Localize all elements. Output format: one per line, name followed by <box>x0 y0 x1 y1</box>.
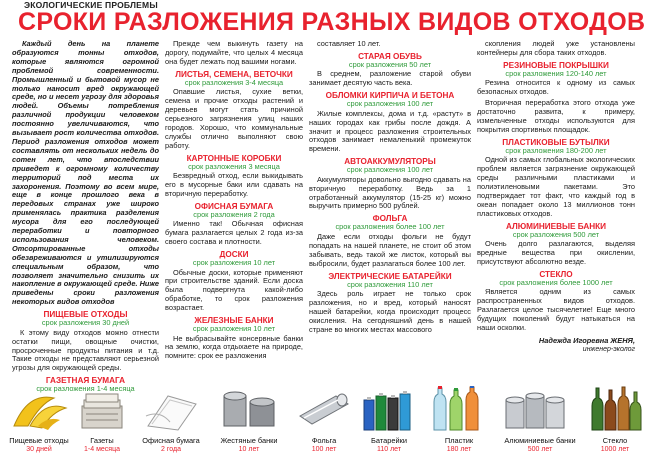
section-text-leaves: Опавшие листья, сухие ветки, семена и прочие отходы растений и деревьев могут стать причиной серьезного загрязнения улиц наших городов. Хорошо, что коммунальные службы отлично выполняют свою работу. <box>165 87 303 150</box>
section-text-car-batteries: Аккумуляторы довольно выгодно сдавать на вторичную переработку. Ведь за 1 отработанный аккумулятор (15-25 кг) можно выручить примерно 500 рублей. <box>309 174 471 211</box>
aluminum-cans-icon <box>502 386 578 432</box>
section-text-food: К этому виду отходов можно отнести остатки пищи, овощные очистки, просроченные продукты питания и т.д. Такие отходы не представляют серьезной угрозы для окружающей среды. <box>12 327 159 373</box>
section-heading-tires: РЕЗИНОВЫЕ ПОКРЫШКИ <box>503 60 609 70</box>
section-term-food: срок разложения 30 дней <box>41 318 130 328</box>
section-heading-car-batteries: АВТОАККУМУЛЯТОРЫ <box>344 157 436 167</box>
strip-label: Стекло <box>602 436 628 445</box>
glass-bottles-icon <box>588 386 642 432</box>
section-term-aluminum: срок разложения 500 лет <box>512 229 600 239</box>
section-text-newspaper: Прежде чем выкинуть газету на дорогу, подумайте, что целых 4 месяца она будет лежать под вашими ногами. <box>165 40 303 66</box>
section-text-aluminum: Очень долго разлагаются, выделяя вредные вещества при окислении, присутствуют абсолютно везде. <box>477 239 635 266</box>
section-term-shoes: срок разложения 50 лет <box>348 59 432 69</box>
strip-item-plastic <box>428 384 490 460</box>
page-title: СРОКИ РАЗЛОЖЕНИЯ РАЗНЫХ ВИДОВ ОТХОДОВ <box>18 8 646 36</box>
section-heading-brick: ОБЛОМКИ КИРПИЧА И БЕТОНА <box>325 91 455 101</box>
strip-years: 1-4 месяца <box>84 446 120 453</box>
section-text-tin-cans: Не выбрасывайте консервные банки на землю, когда отдыхаете на природе, помните: срок ее разложения <box>165 333 303 361</box>
tin-can-icon <box>216 386 282 432</box>
section-term-cardboard: срок разложения 3 месяца <box>188 161 280 171</box>
section-term-foil: срок разложения более 100 лет <box>335 222 445 232</box>
strip-label: Пищевые отходы <box>9 436 69 445</box>
column-2 <box>165 40 303 398</box>
section-heading-batteries: ЭЛЕКТРИЧЕСКИЕ БАТАРЕЙКИ <box>328 271 452 281</box>
section-text-shoes: В среднем, разложение старой обуви занимает десятую часть века. <box>309 69 471 88</box>
strip-label: Офисная бумага <box>142 436 200 445</box>
section-text-batteries-end: скопления людей уже установлены контейнеры для сбора таких отходов. <box>477 40 635 57</box>
strip-item-batteries <box>360 384 418 460</box>
section-term-boards: срок разложения 10 лет <box>192 258 276 267</box>
strip-years: 110 лет <box>376 446 402 453</box>
strip-item-glass <box>588 384 642 460</box>
strip-label: Газеты <box>90 436 114 445</box>
column-1 <box>12 40 159 398</box>
strip-years: 1000 лет <box>600 446 630 453</box>
section-text-brick: Жилые комплексы, дома и т.д. «растут» в наших городах как грибы после дождя. А значит и процесс разложения строительных отходов занимает немаленький промежуток времени. <box>309 108 471 154</box>
author-role: инженер-эколог <box>582 345 635 353</box>
strip-item-aluminum-cans <box>502 384 578 460</box>
strip-years: 2 года <box>161 446 181 453</box>
strip-label: Фольга <box>311 436 337 445</box>
section-term-newspaper: срок разложения 1-4 месяца <box>36 384 135 394</box>
strip-years: 10 лет <box>238 446 260 453</box>
section-term-batteries: срок разложения 110 лет <box>347 279 433 289</box>
section-heading-cardboard: КАРТОННЫЕ КОРОБКИ <box>186 153 282 163</box>
section-text-plastic: Одной из самых глобальных экологических проблем является загрязнение окружающей среды различными пластиками и полиэтиленовыми пакетами. Это подтверждает тот факт, что каждый год в океан попадает около 13 миллионов тонн пластиковых отходов. <box>477 155 635 218</box>
author-name: Надежда Игоревна ЖЕНЯ, <box>538 335 635 345</box>
column-3 <box>309 40 471 398</box>
section-heading-newspaper: ГАЗЕТНАЯ БУМАГА <box>45 376 126 386</box>
section-heading-tin-cans: ЖЕЛЕЗНЫЕ БАНКИ <box>194 316 274 326</box>
section-text-batteries: Здесь роль играет не только срок разложения, но и вред, который наносят нашей батарейки, когда происходит процесс окисления. На сегодняшний день в нашей стране во многих местах массового <box>309 289 471 334</box>
section-text-tin-cans-end: составляет 10 лет. <box>317 40 381 48</box>
foil-roll-icon <box>296 386 352 432</box>
section-heading-glass: СТЕКЛО <box>539 269 573 279</box>
section-term-brick: срок разложения 100 лет <box>346 99 434 109</box>
strip-years: 30 дней <box>26 446 52 453</box>
section-text-office-paper: Именно так! Обычная офисная бумага разлагается целых 2 года из-за своего состава и плотности. <box>165 219 303 247</box>
section-text-cardboard: Безвредный отход, если выкидывать его в мусорные баки или сдавать на вторичную переработку. <box>165 171 303 198</box>
section-term-car-batteries: срок разложения 100 лет <box>346 165 434 175</box>
strip-years: 500 лет <box>527 446 553 453</box>
strip-label: Батарейки <box>371 436 407 445</box>
section-text-boards: Обычные доски, которые применяют при строительстве зданий. Если доска была подвергнута какой-либо обработке, то срок разложения возрастает. <box>165 267 303 313</box>
waste-strip <box>0 384 650 460</box>
newspaper-stack-icon <box>76 386 128 432</box>
section-heading-boards: ДОСКИ <box>219 250 249 259</box>
section-heading-office-paper: ОФИСНАЯ БУМАГА <box>194 201 274 211</box>
section-term-tin-cans: срок разложения 10 лет <box>192 324 276 334</box>
section-heading-foil: ФОЛЬГА <box>372 214 408 224</box>
column-4 <box>477 40 635 398</box>
section-heading-plastic: ПЛАСТИКОВЫЕ БУТЫЛКИ <box>502 137 610 147</box>
section-term-glass: срок разложения более 1000 лет <box>499 277 613 287</box>
intro-text: Каждый день на планете образуются тонны отходов, которые являются огромной проблемой современности. Промышленный и бытовой мусор не только наносит вред окружающей среде, но и несет угрозу для здоровья людей. Объемы потребления различной продукции человеком постоянно увеличиваются, что вызывает рост количества отходов. Период разложения отходов может составлять от нескольких недель до сотен лет, что впоследствии приведет к огромному количеству территорий под места их захоронения. Поэтому во всем мире, еще в конце прошлого века в передовых странах уже широко применялась практика разделения мусора для его последующей переработки и повторного использования человеком. Отсортированные отходы обезвреживаются и утилизируются специальным образом, что позволяет значительно снизить их накопление в окружающей среде. Ниже приведены сроки разложения некоторых видов отходов <box>12 40 159 307</box>
banana-peel-icon <box>8 386 70 432</box>
strip-label: Жестяные банки <box>220 436 278 445</box>
section-heading-shoes: СТАРАЯ ОБУВЬ <box>358 51 422 61</box>
rubric: ЭКОЛОГИЧЕСКИЕ ПРОБЛЕМЫ <box>24 0 158 10</box>
batteries-icon <box>360 386 418 432</box>
strip-years: 100 лет <box>311 446 337 453</box>
strip-years: 180 лет <box>446 446 472 453</box>
strip-item-newspapers <box>76 384 128 460</box>
section-heading-aluminum: АЛЮМИНИЕВЫЕ БАНКИ <box>505 221 607 231</box>
section-text-glass: Является одним из самых распространенных видов отходов. Разлагается целое тысячелетие! Еще много будущих поколений будут натыкаться на наши осколки. <box>477 287 635 332</box>
strip-label: Алюминиевые банки <box>504 436 576 445</box>
strip-item-tin-cans <box>216 384 282 460</box>
plastic-bottles-icon <box>428 386 490 432</box>
section-text-tires-2: Вторичная переработка этого отхода уже достаточно развита, к примеру, измельченные отходы используются для покрытия спортивных площадок. <box>477 98 635 134</box>
section-heading-food: ПИЩЕВЫЕ ОТХОДЫ <box>43 310 128 320</box>
section-term-tires: срок разложения 120-140 лет <box>505 68 607 78</box>
strip-item-office-paper <box>140 384 202 460</box>
strip-item-food <box>8 384 70 460</box>
section-term-leaves: срок разложения 3-4 месяца <box>184 77 284 87</box>
section-text-tires-1: Резина относится к одному из самых безопасных отходов. <box>477 78 635 97</box>
strip-item-foil <box>296 384 352 460</box>
paper-sheets-icon <box>140 386 202 432</box>
section-term-office-paper: срок разложения 2 года <box>193 209 275 219</box>
section-text-foil: Даже если отходы фольги не будут попадать на нашей планете, не стоит об этом забывать, ведь такой же листок, который вы выбросили, будет разлагаться более 100 лет. <box>309 231 471 268</box>
strip-label: Пластик <box>444 436 474 445</box>
section-term-plastic: срок разложения 180-200 лет <box>505 145 607 155</box>
section-heading-leaves: ЛИСТЬЯ, СЕМЕНА, ВЕТОЧКИ <box>175 69 293 79</box>
